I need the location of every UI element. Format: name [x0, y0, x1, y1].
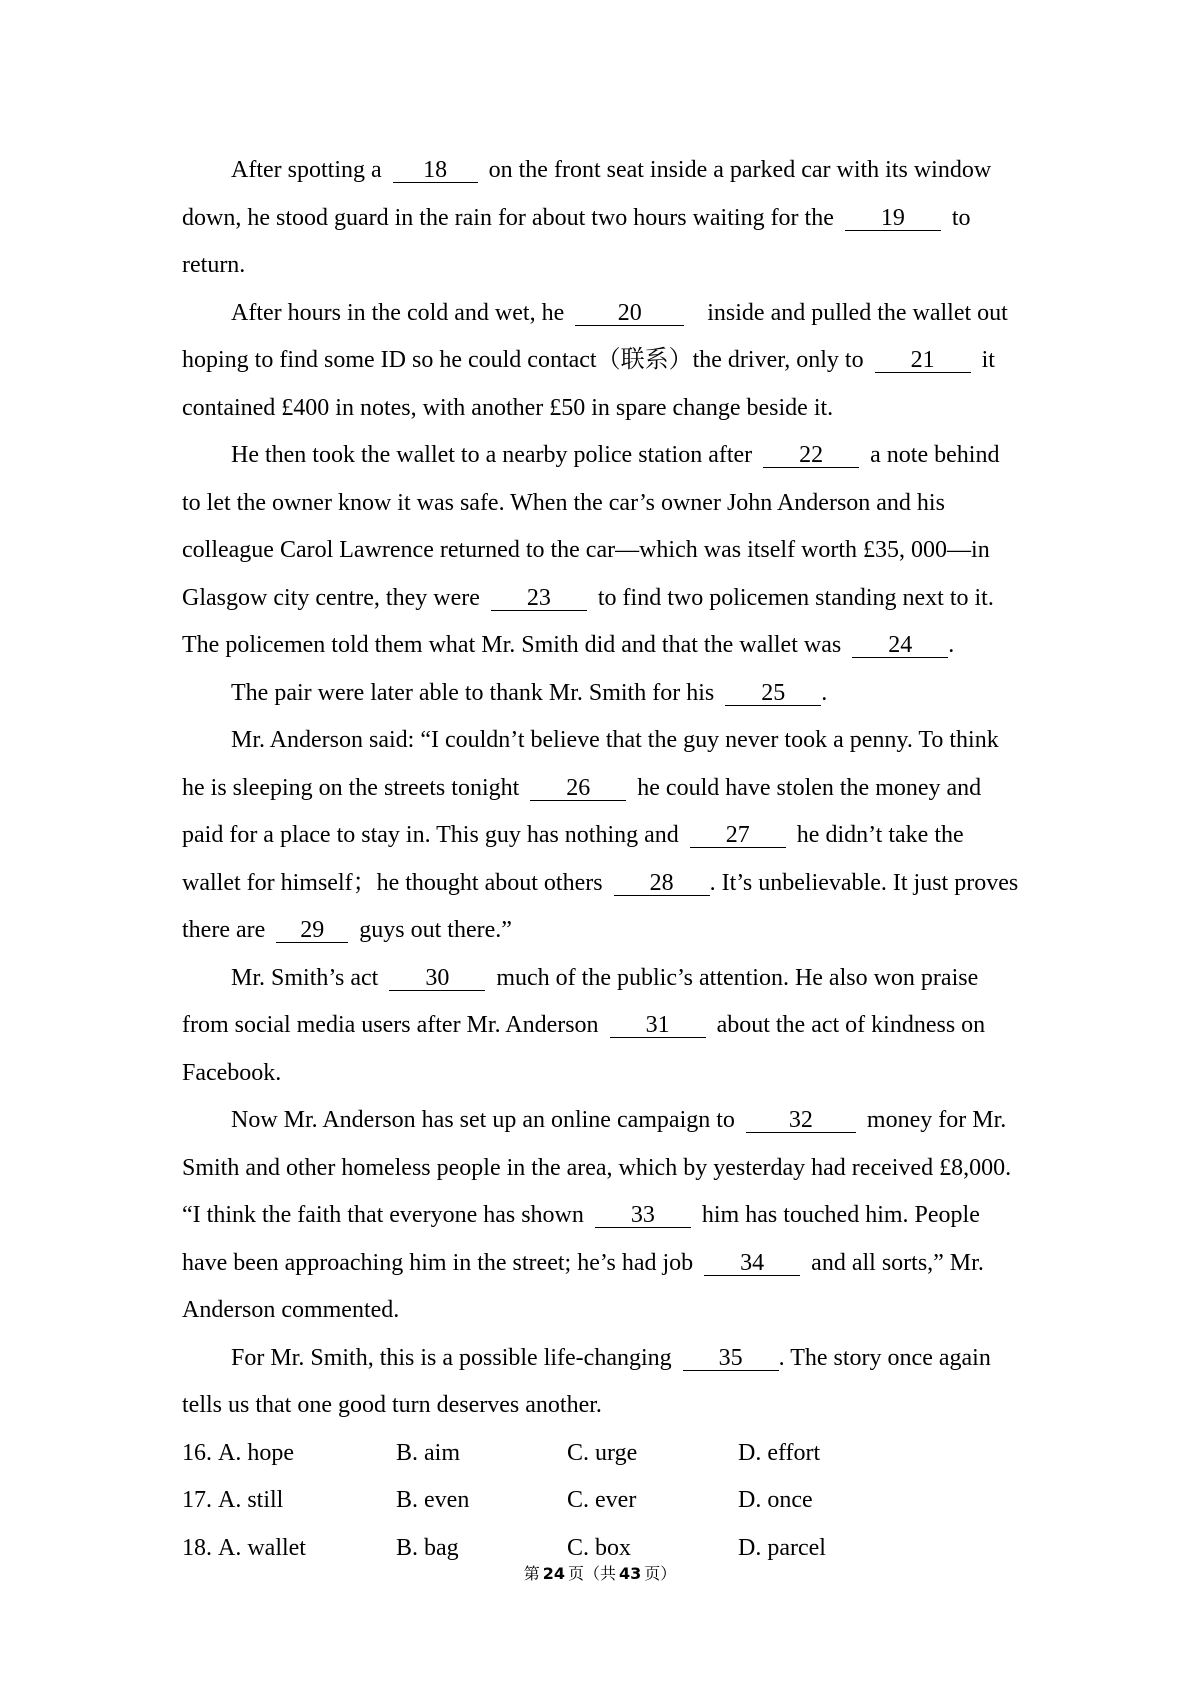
- passage-line: [182, 1382, 1032, 1430]
- footer-middle: 页（共: [567, 1564, 616, 1583]
- passage-text: from social media users after Mr. Anderson: [182, 1012, 605, 1038]
- passage-text: to find two policemen standing next to it.: [591, 584, 994, 611]
- passage-text: .: [821, 679, 828, 706]
- passage-text: Smith and other homeless people in the area, which by yesterday had received £8,000.: [182, 1154, 1012, 1181]
- passage-line: [182, 717, 1032, 765]
- passage-line: [182, 1287, 1032, 1335]
- current-page-number: 24: [542, 1564, 565, 1583]
- question-number: 17.: [182, 1487, 212, 1513]
- passage-line: [182, 575, 1032, 623]
- passage-text: He then took the wallet to a nearby police station after: [231, 442, 759, 468]
- passage-text: contained £400 in notes, with another £50 in spare change beside it.: [182, 394, 834, 421]
- passage-text: hoping to find some ID so he could contact（联系）the driver, only to: [182, 347, 870, 373]
- passage-text: The policemen told them what Mr. Smith did and that the wallet was: [182, 632, 848, 658]
- blank-21: 21: [875, 348, 971, 373]
- passage-paragraph: [182, 1097, 1032, 1335]
- passage-text: on the front seat inside a parked car with its window: [482, 157, 992, 183]
- passage-text: he could have stolen the money and: [631, 774, 982, 801]
- passage-paragraph: [182, 1335, 1032, 1430]
- option-choice: C. urge: [567, 1439, 638, 1466]
- passage-text: For Mr. Smith, this is a possible life-changing: [231, 1344, 678, 1371]
- passage-text: money for Mr.: [860, 1107, 1007, 1133]
- passage-line: [182, 860, 1032, 908]
- passage-paragraph: [182, 670, 1032, 718]
- option-choice: B. even: [396, 1487, 470, 1513]
- option-choice: B. bag: [396, 1534, 459, 1561]
- passage-text: Mr. Smith’s act: [231, 964, 385, 991]
- passage-line: [182, 955, 1032, 1003]
- passage-paragraph: [182, 432, 1032, 670]
- passage-line: [182, 1335, 1032, 1383]
- total-page-number: 43: [619, 1564, 642, 1583]
- passage-text: and all sorts,” Mr.: [805, 1249, 984, 1276]
- option-choice: A. wallet: [218, 1534, 306, 1561]
- passage-text: a note behind: [864, 442, 1000, 468]
- passage-line: [182, 1002, 1032, 1050]
- passage-line: [182, 147, 1032, 195]
- passage-text: .: [948, 632, 955, 658]
- option-cell: [567, 1477, 738, 1525]
- passage-line: [182, 527, 1032, 575]
- passage-text: there are: [182, 917, 272, 943]
- blank-20: 20: [575, 301, 684, 326]
- passage-line: [182, 812, 1032, 860]
- passage-text: he is sleeping on the streets tonight: [182, 774, 526, 801]
- passage-text: wallet for himself；he thought about others: [182, 869, 609, 896]
- option-cell: [182, 1477, 396, 1525]
- blank-26: 26: [530, 776, 626, 801]
- passage-line: [182, 290, 1032, 338]
- blank-23: 23: [491, 586, 587, 611]
- option-choice: C. box: [567, 1534, 632, 1561]
- option-cell: [396, 1477, 567, 1525]
- blank-18: 18: [393, 158, 478, 183]
- question-number: 16.: [182, 1439, 212, 1466]
- passage-text: Glasgow city centre, they were: [182, 584, 486, 611]
- blank-19: 19: [845, 206, 941, 231]
- option-choice: A. still: [218, 1487, 284, 1513]
- option-choice: D. parcel: [738, 1534, 826, 1561]
- passage-text: much of the public’s attention. He also won praise: [490, 964, 979, 991]
- passage-text: tells us that one good turn deserves another.: [182, 1392, 602, 1418]
- passage-line: [182, 480, 1032, 528]
- passage-line: [182, 242, 1032, 290]
- passage-paragraph: [182, 290, 1032, 433]
- passage-text: After spotting a: [231, 157, 388, 183]
- passage-line: [182, 1050, 1032, 1098]
- passage-text: . The story once again: [778, 1344, 991, 1371]
- passage-line: [182, 907, 1032, 955]
- passage-text: about the act of kindness on: [710, 1012, 986, 1038]
- passage-line: [182, 1192, 1032, 1240]
- document-body: [182, 147, 1032, 1572]
- question-option-row: [182, 1430, 1032, 1478]
- passage-text: it: [975, 347, 995, 373]
- option-choice: C. ever: [567, 1487, 637, 1513]
- blank-32: 32: [746, 1108, 856, 1133]
- passage-line: [182, 432, 1032, 480]
- passage-line: [182, 1097, 1032, 1145]
- blank-28: 28: [614, 871, 710, 896]
- passage-text: he didn’t take the: [790, 822, 964, 848]
- question-option-row: [182, 1477, 1032, 1525]
- option-choice: D. effort: [738, 1439, 821, 1466]
- blank-27: 27: [690, 823, 786, 848]
- passage-line: [182, 765, 1032, 813]
- passage-text: to let the owner know it was safe. When the car’s owner John Anderson and his: [182, 489, 945, 516]
- blank-25: 25: [725, 681, 821, 706]
- blank-34: 34: [704, 1251, 800, 1276]
- passage-text: inside and pulled the wallet out: [701, 299, 1008, 326]
- question-number: 18.: [182, 1534, 212, 1561]
- blank-29: 29: [276, 918, 348, 943]
- blank-35: 35: [683, 1346, 779, 1371]
- blank-24: 24: [852, 633, 948, 658]
- passage-text: Mr. Anderson said: “I couldn’t believe that the guy never took a penny. To think: [231, 727, 999, 753]
- passage-text: paid for a place to stay in. This guy has nothing and: [182, 822, 685, 848]
- passage-text: down, he stood guard in the rain for about two hours waiting for the: [182, 204, 840, 231]
- footer-prefix: 第: [523, 1564, 540, 1583]
- option-cell: [738, 1477, 1032, 1525]
- passage-paragraph: [182, 717, 1032, 955]
- passage-text: have been approaching him in the street; he’s had job: [182, 1249, 700, 1276]
- blank-22: 22: [763, 443, 859, 468]
- option-cell: [567, 1430, 738, 1478]
- passage-line: [182, 670, 1032, 718]
- passage-line: [182, 1240, 1032, 1288]
- blank-31: 31: [610, 1013, 706, 1038]
- passage-text: Now Mr. Anderson has set up an online campaign to: [231, 1107, 741, 1133]
- answer-options: [182, 1430, 1032, 1573]
- option-choice: A. hope: [218, 1439, 294, 1466]
- passage-text: colleague Carol Lawrence returned to the car—which was itself worth £35, 000—in: [182, 537, 990, 563]
- passage-line: [182, 1145, 1032, 1193]
- passage-text: “I think the faith that everyone has shown: [182, 1202, 590, 1228]
- passage-text: Anderson commented.: [182, 1297, 400, 1323]
- passage-text: him has touched him. People: [695, 1202, 980, 1228]
- page-footer: [0, 1562, 1200, 1586]
- passage-text: . It’s unbelievable. It just proves: [709, 869, 1019, 896]
- passage-text: The pair were later able to thank Mr. Smith for his: [231, 679, 721, 706]
- passage-text: to: [945, 204, 971, 231]
- blank-33: 33: [595, 1203, 691, 1228]
- passage-line: [182, 622, 1032, 670]
- passage-paragraph: [182, 955, 1032, 1098]
- footer-suffix: 页）: [644, 1564, 677, 1583]
- option-choice: D. once: [738, 1487, 813, 1513]
- option-cell: [396, 1430, 567, 1478]
- passage-paragraph: [182, 147, 1032, 290]
- passage-text: return.: [182, 252, 246, 278]
- passage-text: Facebook.: [182, 1059, 282, 1086]
- passage-text: guys out there.”: [353, 917, 512, 943]
- passage-line: [182, 385, 1032, 433]
- passage-text: After hours in the cold and wet, he: [231, 299, 571, 326]
- passage-line: [182, 337, 1032, 385]
- option-cell: [182, 1430, 396, 1478]
- cloze-passage: [182, 147, 1032, 1430]
- option-cell: [738, 1430, 1032, 1478]
- blank-30: 30: [389, 966, 485, 991]
- option-choice: B. aim: [396, 1439, 460, 1466]
- passage-line: [182, 195, 1032, 243]
